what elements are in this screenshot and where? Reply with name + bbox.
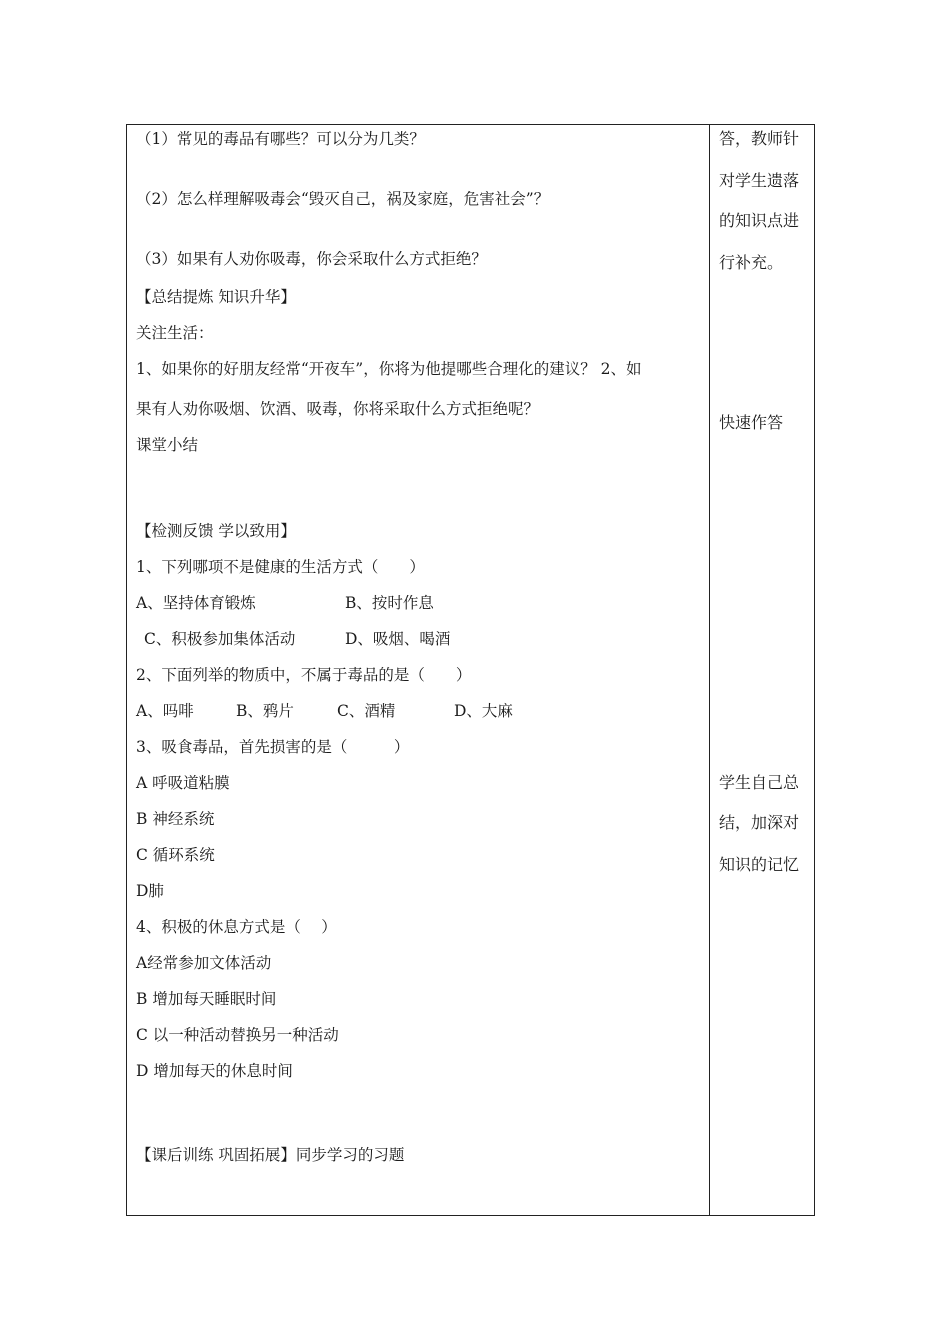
t1-option-a: A、坚持体育锻炼 [136, 594, 256, 612]
t2-option-a: A、吗啡 [136, 702, 194, 720]
test-question-3: 3、吸食毒品，首先损害的是（ ） [136, 738, 410, 756]
student-summary-line-3: 知识的记忆 [719, 855, 800, 874]
question-1: （1）常见的毒品有哪些？可以分为几类？ [136, 130, 425, 148]
column-divider [709, 125, 710, 1215]
t2-option-d: D、大麻 [454, 702, 513, 720]
t4-option-d: D 增加每天的休息时间 [136, 1062, 293, 1080]
student-summary-line-1: 学生自己总 [719, 773, 800, 792]
t1-option-c: C、积极参加集体活动 [144, 630, 296, 648]
test-question-2: 2、下面列举的物质中，不属于毒品的是（ ） [136, 666, 472, 684]
t3-option-a: A 呼吸道粘膜 [136, 774, 230, 792]
t1-option-b: B、按时作息 [345, 594, 434, 612]
quick-answer-note: 快速作答 [719, 413, 784, 432]
t4-option-c: C 以一种活动替换另一种活动 [136, 1026, 339, 1044]
t3-option-b: B 神经系统 [136, 810, 215, 828]
teacher-note-line-1: 答，教师针 [719, 129, 800, 148]
test-question-4: 4、积极的休息方式是（ ） [136, 918, 337, 936]
teacher-note-line-3: 的知识点进 [719, 211, 800, 230]
t2-option-b: B、鸦片 [236, 702, 294, 720]
t4-option-b: B 增加每天睡眠时间 [136, 990, 277, 1008]
student-summary-line-2: 结，加深对 [719, 813, 800, 832]
teacher-note-line-2: 对学生遗落 [719, 171, 800, 190]
homework-line: 【课后训练 巩固拓展】同步学习的习题 [136, 1146, 405, 1164]
t1-option-d: D、吸烟、喝酒 [345, 630, 451, 648]
lesson-table [126, 124, 815, 1216]
t2-option-c: C、酒精 [337, 702, 396, 720]
focus-life-label: 关注生活： [136, 324, 214, 342]
t3-option-d: D肺 [136, 882, 164, 900]
teacher-note-line-4: 行补充。 [719, 253, 784, 272]
t3-option-c: C 循环系统 [136, 846, 215, 864]
life-question-line-1: 1、如果你的好朋友经常“开夜车”，你将为他提哪些合理化的建议？ 2、如 [136, 360, 642, 378]
class-summary-label: 课堂小结 [136, 436, 199, 454]
test-question-1: 1、下列哪项不是健康的生活方式（ ） [136, 558, 425, 576]
life-question-line-2: 果有人劝你吸烟、饮酒、吸毒，你将采取什么方式拒绝呢？ [136, 400, 540, 418]
test-heading: 【检测反馈 学以致用】 [136, 522, 296, 540]
question-3: （3）如果有人劝你吸毒，你会采取什么方式拒绝？ [136, 250, 487, 268]
t4-option-a: A经常参加文体活动 [136, 954, 272, 972]
question-2: （2）怎么样理解吸毒会“毁灭自己，祸及家庭，危害社会”？ [136, 190, 550, 208]
summary-heading: 【总结提炼 知识升华】 [136, 288, 296, 306]
